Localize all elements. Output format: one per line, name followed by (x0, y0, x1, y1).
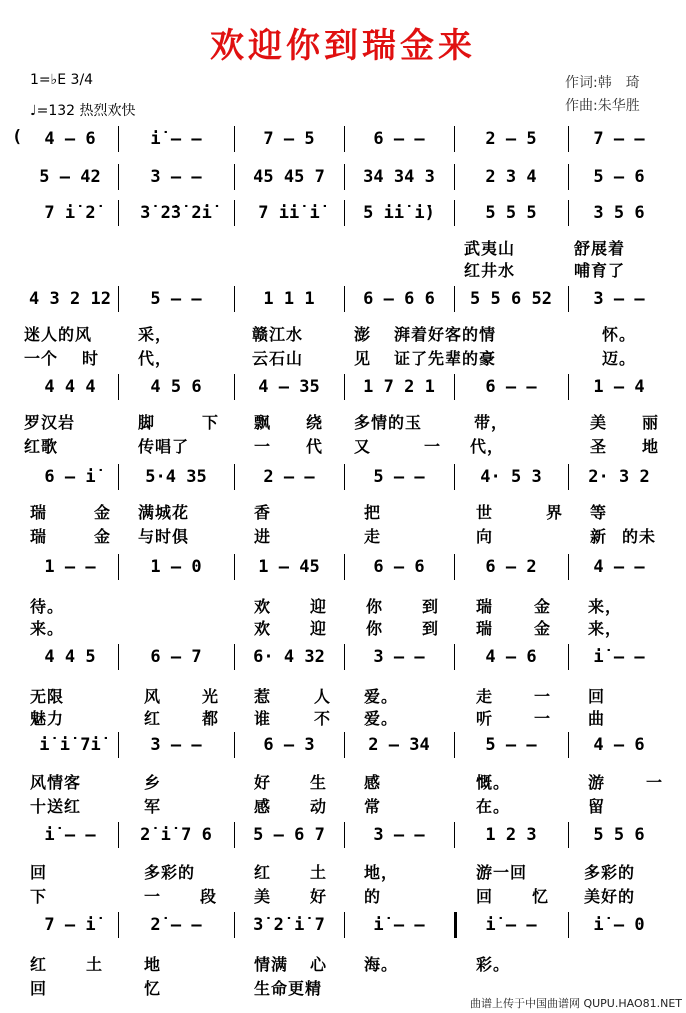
lyric-word: 多彩的 (584, 863, 636, 882)
barline (454, 164, 455, 190)
lyric-word: 舒展着 (574, 239, 626, 258)
lyric-word: 一 (424, 437, 442, 456)
measure: 1 7 2 1 (363, 377, 435, 397)
lyric-line (14, 410, 670, 432)
lyric-word: 风 (144, 687, 162, 706)
measure: 2̇ – – (150, 915, 202, 935)
measure: 2 – – (263, 467, 315, 487)
lyric-line (14, 952, 670, 974)
lyric-word: 一 (534, 709, 552, 728)
lyric-word: 来。 (30, 619, 65, 638)
measure: 2 – 34 (368, 735, 430, 755)
staff-line (14, 164, 670, 190)
measure: 6 – i̇ (44, 467, 96, 487)
barline (234, 554, 235, 580)
staff-line (14, 374, 670, 400)
lyric-word: 湃着好客的情 (394, 325, 497, 344)
lyric-word: 在。 (476, 797, 511, 816)
barline (234, 732, 235, 758)
lyric-word: 怀。 (602, 325, 637, 344)
lyric-word: 风情客 (30, 773, 82, 792)
measure: 7 – – (593, 129, 645, 149)
barline (454, 126, 455, 152)
lyric-word: 代， (138, 349, 173, 368)
lyric-word: 瑞 (30, 503, 48, 522)
measure: 2 3 4 (485, 167, 537, 187)
measure: i̇ – – (373, 915, 425, 935)
barline (344, 200, 345, 226)
lyric-word: 感 (364, 773, 382, 792)
lyric-word: 代 (306, 437, 324, 456)
lyric-line (14, 500, 670, 522)
key-signature: 1=♭E 3/4 (30, 72, 94, 88)
measure: 6 – 3 (263, 735, 315, 755)
lyricist-credit: 作词:韩 琦 (565, 75, 640, 91)
barline (118, 822, 119, 848)
lyric-word: 好 (310, 887, 328, 906)
barline (234, 374, 235, 400)
barline (568, 822, 569, 848)
barline (454, 732, 455, 758)
lyric-word: 一 (144, 887, 162, 906)
lyric-word: 迎 (310, 619, 328, 638)
lyric-line (14, 434, 670, 456)
lyric-word: 常 (364, 797, 382, 816)
lyric-word: 罗汉岩 (24, 413, 76, 432)
lyric-word: 迎 (310, 597, 328, 616)
lyric-word: 无限 (30, 687, 65, 706)
lyric-word: 光 (202, 687, 220, 706)
measure: 5 – – (485, 735, 537, 755)
lyric-word: 情满 (254, 955, 289, 974)
lyric-line (14, 794, 670, 816)
tempo-marking: ♩=132 热烈欢快 (30, 103, 136, 119)
barline (118, 554, 119, 580)
measure: 3 – – (373, 647, 425, 667)
measure: i̇ i̇ 7i̇ (39, 735, 101, 755)
barline (234, 644, 235, 670)
measure: i̇ – – (44, 825, 96, 845)
staff-line (14, 126, 670, 152)
lyric-word: 曲 (588, 709, 606, 728)
barline (344, 286, 345, 312)
barline (234, 286, 235, 312)
lyric-word: 证了先辈的豪 (394, 349, 497, 368)
measure: 4 4 5 (44, 647, 96, 667)
lyric-line (14, 706, 670, 728)
lyric-word: 一 (646, 773, 664, 792)
staff-line (14, 644, 670, 670)
lyric-word: 满城花 (138, 503, 190, 522)
measure: 5 – 42 (39, 167, 101, 187)
lyric-word: 回 (30, 863, 48, 882)
lyric-word: 地， (364, 863, 399, 882)
lyric-word: 来， (588, 619, 623, 638)
measure: 5 – 6 7 (253, 825, 325, 845)
barline (344, 554, 345, 580)
barline (118, 200, 119, 226)
lyric-word: 来， (588, 597, 623, 616)
lyric-line (14, 684, 670, 706)
measure: 6 – – (373, 129, 425, 149)
lyric-word: 红 (254, 863, 272, 882)
measure: 4 – 6 (485, 647, 537, 667)
lyric-word: 段 (200, 887, 218, 906)
lyric-word: 与时俱 (138, 527, 190, 546)
lyric-word: 地 (144, 955, 162, 974)
lyric-word: 一 (254, 437, 272, 456)
measure: 6 – 7 (150, 647, 202, 667)
lyric-word: 心 (310, 955, 328, 974)
lyric-word: 谁 (254, 709, 272, 728)
lyric-word: 美 (590, 413, 608, 432)
lyric-word: 时 (82, 349, 100, 368)
measure: 7 – 5 (263, 129, 315, 149)
lyric-word: 红歌 (24, 437, 59, 456)
barline (118, 126, 119, 152)
lyric-word: 向 (476, 527, 494, 546)
measure: i̇ – 0 (593, 915, 645, 935)
measure: 7 i̇i̇ i̇ (258, 203, 320, 223)
measure: 1 1 1 (263, 289, 315, 309)
measure: 7 i̇ 2̇ (44, 203, 96, 223)
barline (568, 374, 569, 400)
lyric-word: 彩。 (476, 955, 511, 974)
staff-line (14, 912, 670, 938)
measure: 2̇ i̇ 7 6 (140, 825, 212, 845)
lyric-word: 动 (310, 797, 328, 816)
barline (344, 126, 345, 152)
lyric-word: 金 (94, 503, 112, 522)
measure: 3̇ 2̇ i̇ 7 (253, 915, 325, 935)
lyric-word: 红 (144, 709, 162, 728)
measure: 5 – – (373, 467, 425, 487)
lyric-word: 惹 (254, 687, 272, 706)
measure: 6 – – (485, 377, 537, 397)
barline (568, 912, 569, 938)
measure: 4 5 6 (150, 377, 202, 397)
lyric-word: 海。 (364, 955, 399, 974)
measure: 4 – 6 (593, 735, 645, 755)
lyric-word: 下 (202, 413, 220, 432)
song-title: 欢迎你到瑞金来 (210, 26, 476, 66)
barline (454, 822, 455, 848)
barline (234, 164, 235, 190)
lyric-word: 欢 (254, 619, 272, 638)
measure: 5 5 6 (593, 825, 645, 845)
lyric-word: 好 (254, 773, 272, 792)
lyric-word: 多情的玉 (354, 413, 423, 432)
measure: 1 – – (44, 557, 96, 577)
lyric-word: 迷人的风 (24, 325, 93, 344)
lyric-line (14, 860, 670, 882)
measure: 5 – – (150, 289, 202, 309)
lyric-word: 又 (354, 437, 372, 456)
lyric-line (14, 322, 670, 344)
lyric-word: 土 (310, 863, 328, 882)
lyric-word: 忆 (144, 979, 162, 998)
lyric-word: 见 (354, 349, 372, 368)
lyric-word: 新 (590, 527, 608, 546)
lyric-line (14, 616, 670, 638)
barline (118, 464, 119, 490)
measure: 3 – – (150, 735, 202, 755)
barline (234, 822, 235, 848)
barline (454, 644, 455, 670)
lyric-word: 回 (476, 887, 494, 906)
measure: 1 2 3 (485, 825, 537, 845)
lyric-word: 瑞 (476, 619, 494, 638)
measure: i̇ – – (485, 915, 537, 935)
lyric-word: 回 (588, 687, 606, 706)
barline (568, 644, 569, 670)
lyric-word: 生 (310, 773, 328, 792)
staff-line (14, 822, 670, 848)
lyric-word: 你 (366, 597, 384, 616)
lyric-word: 爱。 (364, 687, 399, 706)
lyric-line (14, 236, 670, 258)
lyric-word: 游一回 (476, 863, 528, 882)
composer-credit: 作曲:朱华胜 (565, 98, 640, 114)
lyric-word: 瑞 (476, 597, 494, 616)
measure: 4 – 6 (44, 129, 96, 149)
lyric-line (14, 258, 670, 280)
lyric-word: 军 (144, 797, 162, 816)
lyric-word: 爱。 (364, 709, 399, 728)
lyric-word: 美好的 (584, 887, 636, 906)
lyric-line (14, 346, 670, 368)
measure: 3 5 6 (593, 203, 645, 223)
lyric-word: 你 (366, 619, 384, 638)
lyric-word: 的 (364, 887, 382, 906)
measure: 2· 3 2 (588, 467, 650, 487)
lyric-word: 乡 (144, 773, 162, 792)
lyric-word: 把 (364, 503, 382, 522)
staff-line (14, 286, 670, 312)
lyric-word: 澎 (354, 325, 372, 344)
barline (344, 164, 345, 190)
lyric-word: 带， (474, 413, 509, 432)
barline (118, 644, 119, 670)
lyric-word: 飘 (254, 413, 272, 432)
lyric-line (14, 524, 670, 546)
measure: 6· 4 32 (253, 647, 325, 667)
barline (118, 374, 119, 400)
barline (234, 126, 235, 152)
measure: 3 – – (150, 167, 202, 187)
lyric-word: 到 (422, 619, 440, 638)
barline (454, 286, 455, 312)
lyric-word: 传唱了 (138, 437, 190, 456)
lyric-word: 代， (470, 437, 505, 456)
lyric-word: 一 (534, 687, 552, 706)
lyric-word: 红井水 (464, 261, 516, 280)
measure: 4 4 4 (44, 377, 96, 397)
barline (344, 644, 345, 670)
measure: 7 – i̇ (44, 915, 96, 935)
measure: 6 – 6 (373, 557, 425, 577)
barline (344, 374, 345, 400)
barline (344, 732, 345, 758)
barline (454, 374, 455, 400)
barline (568, 200, 569, 226)
barline (344, 464, 345, 490)
lyric-word: 人 (314, 687, 332, 706)
lyric-word: 不 (314, 709, 332, 728)
lyric-word: 迈。 (602, 349, 637, 368)
lyric-word: 忆 (532, 887, 550, 906)
lyric-word: 走 (364, 527, 382, 546)
measure: 2 – 5 (485, 129, 537, 149)
barline (118, 286, 119, 312)
lyric-word: 丽 (642, 413, 660, 432)
barline (118, 732, 119, 758)
measure: 6 – 6 6 (363, 289, 435, 309)
lyric-word: 慨。 (476, 773, 511, 792)
lyric-word: 采， (138, 325, 173, 344)
lyric-word: 游 (588, 773, 606, 792)
barline (118, 164, 119, 190)
measure: 1 – 45 (258, 557, 320, 577)
measure: 5 5 5 (485, 203, 537, 223)
measure: 5 – 6 (593, 167, 645, 187)
lyric-word: 界 (546, 503, 564, 522)
measure: 1 – 4 (593, 377, 645, 397)
lyric-word: 下 (30, 887, 48, 906)
lyric-word: 进 (254, 527, 272, 546)
lyric-word: 留 (588, 797, 606, 816)
barline (234, 200, 235, 226)
lyric-line (14, 884, 670, 906)
lyric-word: 美 (254, 887, 272, 906)
lyric-word: 金 (534, 597, 552, 616)
barline (454, 554, 455, 580)
lyric-word: 红 (30, 955, 48, 974)
lyric-word: 魅力 (30, 709, 65, 728)
barline (454, 464, 455, 490)
measure: 4· 5 3 (480, 467, 542, 487)
barline (568, 126, 569, 152)
lyric-word: 生命更精 (254, 979, 323, 998)
lyric-word: 土 (86, 955, 104, 974)
measure: 3 – – (593, 289, 645, 309)
repeat-paren: ( (12, 127, 23, 147)
measure: i̇ – – (150, 129, 202, 149)
measure: 45 45 7 (253, 167, 325, 187)
measure: 4 3 2 12 (29, 289, 111, 309)
lyric-word: 赣江水 (252, 325, 304, 344)
barline (568, 164, 569, 190)
barline (568, 464, 569, 490)
lyric-word: 欢 (254, 597, 272, 616)
measure: 4 – – (593, 557, 645, 577)
lyric-word: 金 (534, 619, 552, 638)
lyric-word: 多彩的 (144, 863, 196, 882)
staff-line (14, 732, 670, 758)
lyric-word: 都 (202, 709, 220, 728)
barline (344, 822, 345, 848)
staff-line (14, 200, 670, 226)
lyric-word: 绕 (306, 413, 324, 432)
barline (568, 732, 569, 758)
lyric-word: 等 (590, 503, 608, 522)
lyric-word: 走 (476, 687, 494, 706)
lyric-word: 一个 (24, 349, 59, 368)
lyric-word: 待。 (30, 597, 65, 616)
lyric-word: 世 (476, 503, 494, 522)
lyric-word: 地 (642, 437, 660, 456)
lyric-word: 十送红 (30, 797, 82, 816)
lyric-word: 感 (254, 797, 272, 816)
measure: 4 – 35 (258, 377, 320, 397)
barline (234, 912, 235, 938)
lyric-word: 香 (254, 503, 272, 522)
measure: 3 – – (373, 825, 425, 845)
measure: 5 5 6 52 (470, 289, 552, 309)
lyric-word: 瑞 (30, 527, 48, 546)
lyric-word: 的未 (622, 527, 657, 546)
lyric-word: 脚 (138, 413, 156, 432)
lyric-word: 哺育了 (574, 261, 626, 280)
barline (568, 554, 569, 580)
barline (344, 912, 345, 938)
lyric-word: 圣 (590, 437, 608, 456)
barline (234, 464, 235, 490)
lyric-word: 到 (422, 597, 440, 616)
lyric-word: 武夷山 (464, 239, 516, 258)
lyric-word: 金 (94, 527, 112, 546)
watermark-footer: 曲谱上传于中国曲谱网 QUPU.HAO81.NET (469, 997, 682, 1010)
lyric-word: 云石山 (252, 349, 304, 368)
lyric-word: 听 (476, 709, 494, 728)
lyric-line (14, 594, 670, 616)
lyric-word: 回 (30, 979, 48, 998)
measure: 3̇ 2̇3̇ 2̇i̇ (140, 203, 212, 223)
barline (454, 200, 455, 226)
staff-line (14, 554, 670, 580)
measure: 1 – 0 (150, 557, 202, 577)
lyric-line (14, 770, 670, 792)
measure: 6 – 2 (485, 557, 537, 577)
measure: i̇ – – (593, 647, 645, 667)
barline (118, 912, 119, 938)
measure: 5 i̇i̇ i̇) (363, 203, 435, 223)
measure: 5·4 35 (145, 467, 207, 487)
barline (568, 286, 569, 312)
staff-line (14, 464, 670, 490)
barline (454, 912, 457, 938)
measure: 34 34 3 (363, 167, 435, 187)
